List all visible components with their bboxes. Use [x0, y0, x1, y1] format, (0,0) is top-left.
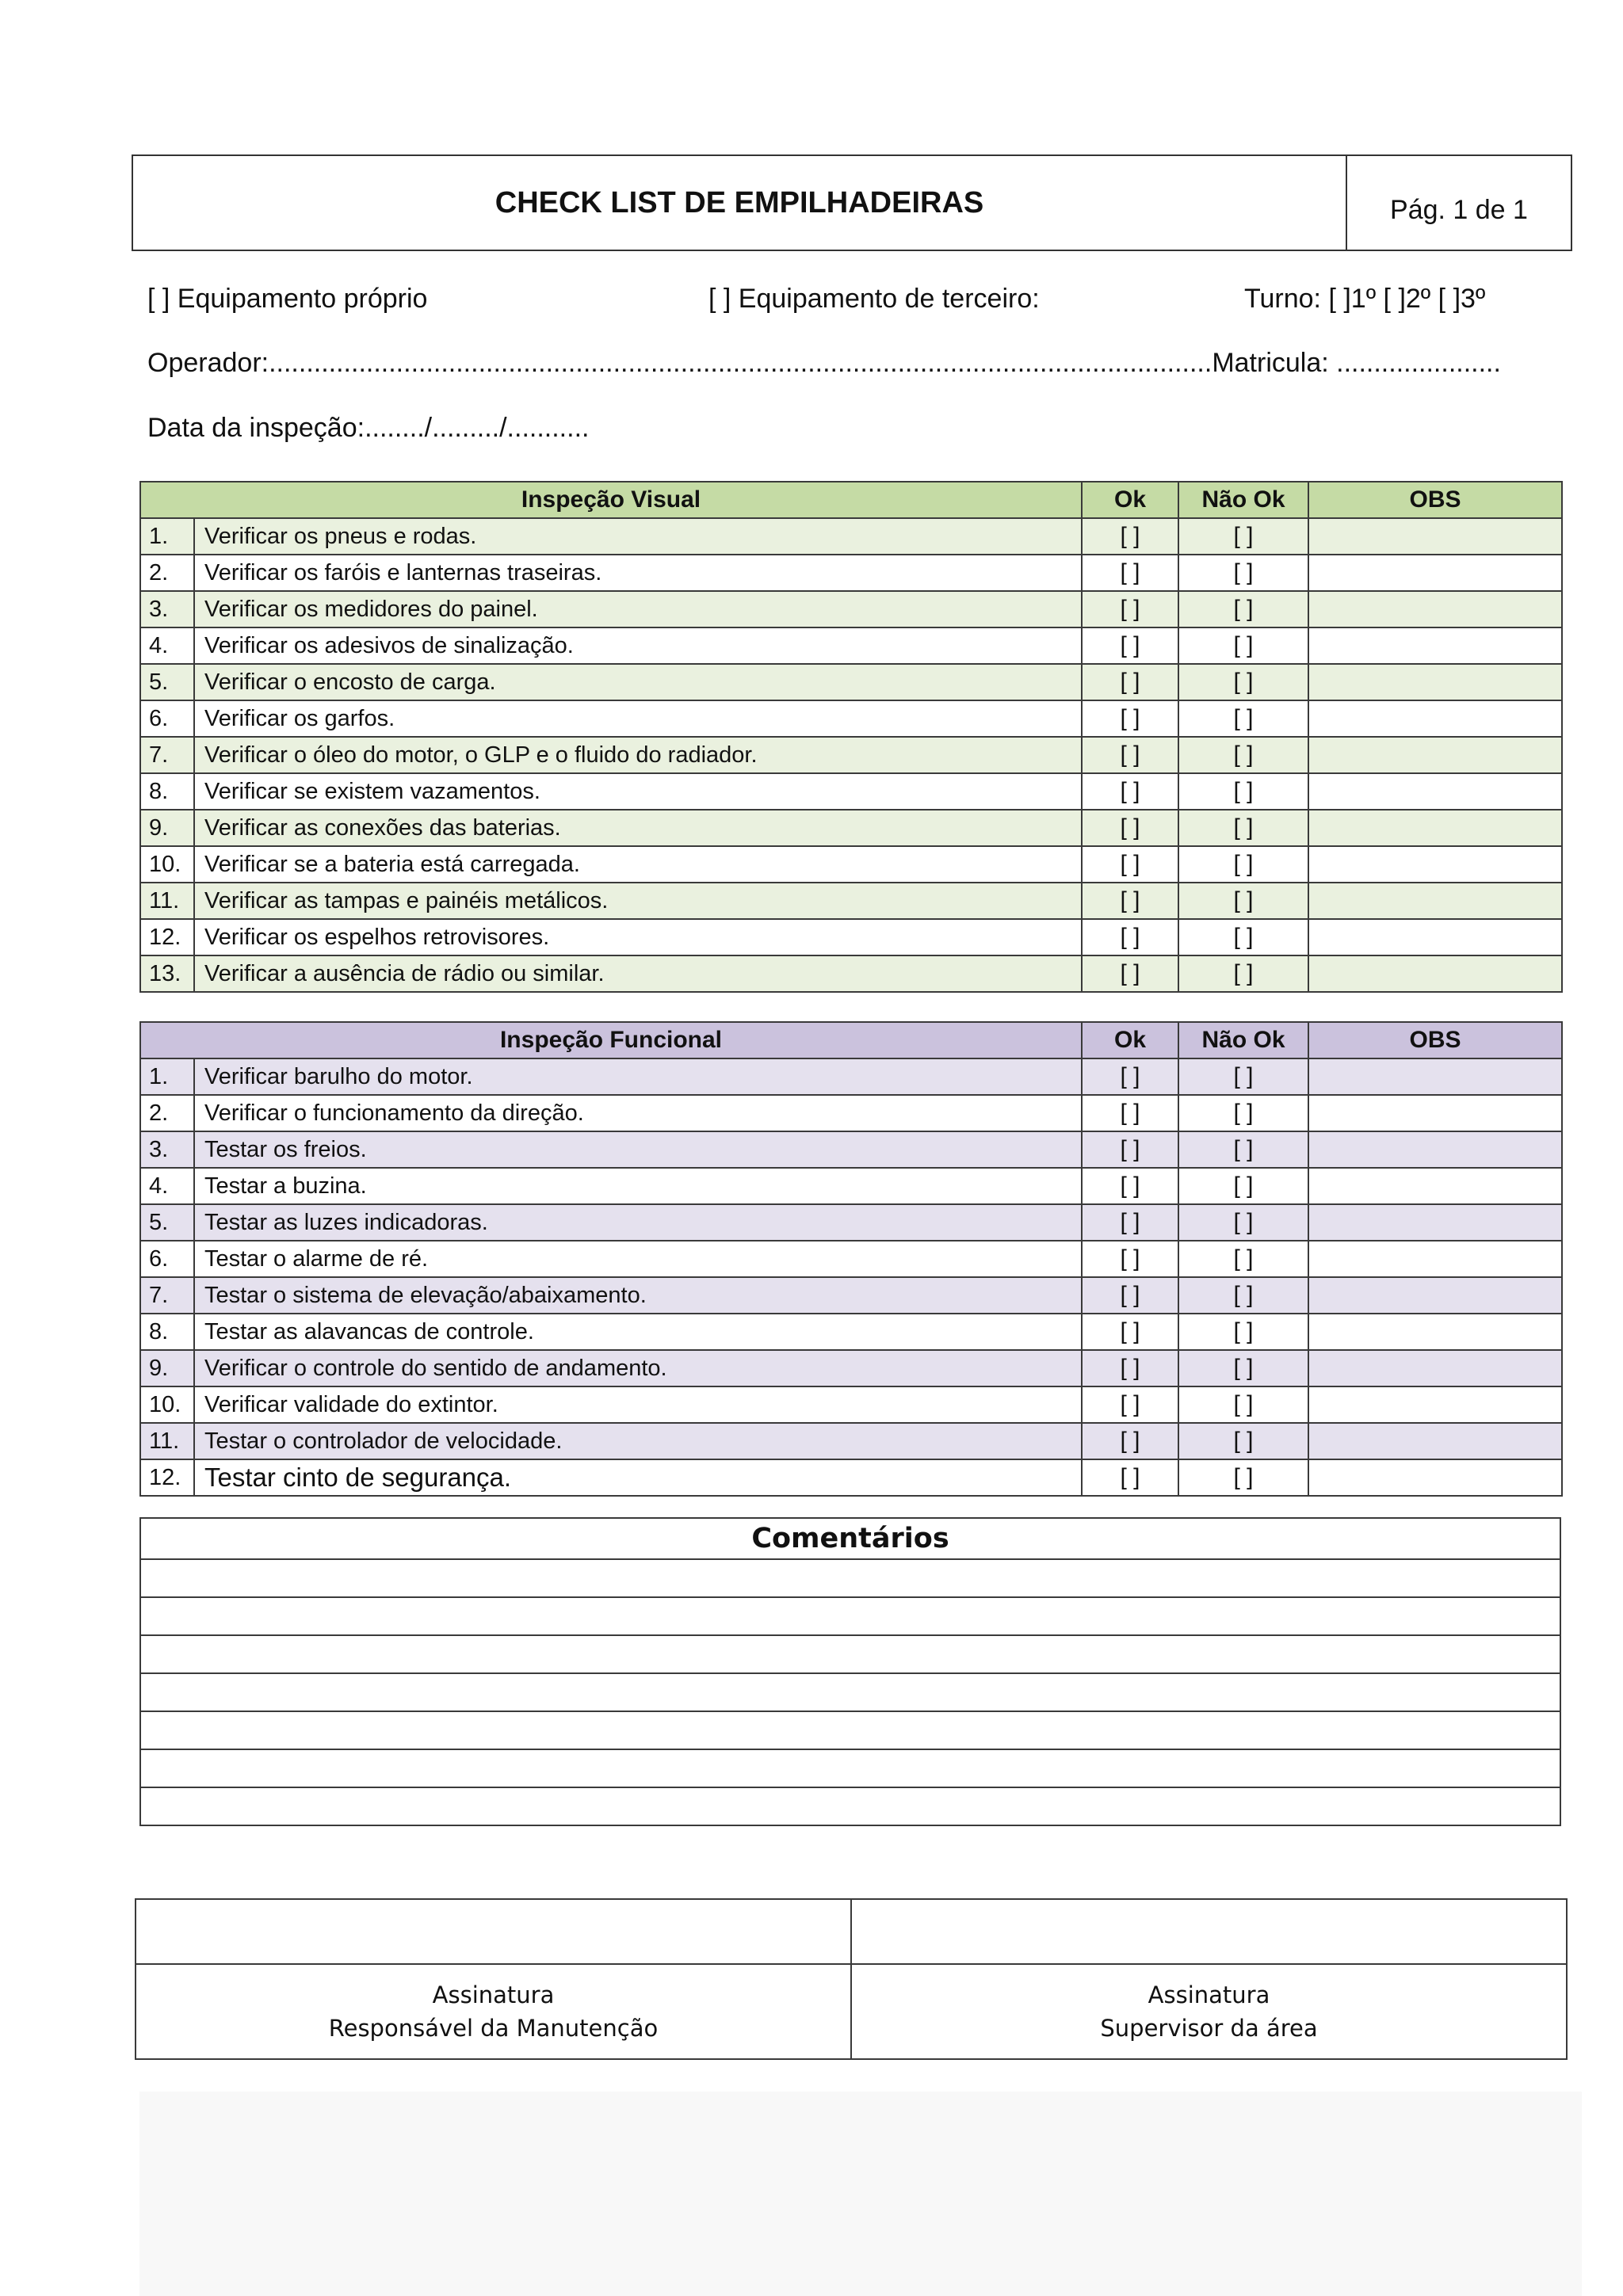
obs-field[interactable] — [1308, 955, 1562, 992]
ok-checkbox[interactable]: [ ] — [1082, 810, 1178, 846]
item-number: 5. — [140, 664, 194, 700]
ok-checkbox[interactable]: [ ] — [1082, 1386, 1178, 1423]
functional-header-row — [140, 1022, 1562, 1058]
visual-item-row — [140, 955, 1562, 992]
signature-role: Responsável da Manutenção — [328, 2015, 659, 2042]
ok-checkbox[interactable]: [ ] — [1082, 1350, 1178, 1386]
shift-options[interactable]: Turno: [ ]1º [ ]2º [ ]3º — [1244, 284, 1486, 314]
ok-checkbox[interactable]: [ ] — [1082, 1168, 1178, 1204]
obs-field[interactable] — [1308, 1277, 1562, 1314]
item-description: Testar o sistema de elevação/abaixamento. — [194, 1277, 1082, 1314]
obs-field[interactable] — [1308, 591, 1562, 627]
visual-item-row — [140, 591, 1562, 627]
item-description: Verificar os medidores do painel. — [194, 591, 1082, 627]
not-ok-checkbox[interactable]: [ ] — [1178, 1350, 1308, 1386]
ok-checkbox[interactable]: [ ] — [1082, 1131, 1178, 1168]
ok-checkbox[interactable]: [ ] — [1082, 1277, 1178, 1314]
obs-field[interactable] — [1308, 700, 1562, 737]
not-ok-checkbox[interactable]: [ ] — [1178, 1277, 1308, 1314]
obs-field[interactable] — [1308, 627, 1562, 664]
obs-field[interactable] — [1308, 810, 1562, 846]
obs-field[interactable] — [1308, 1131, 1562, 1168]
item-description: Verificar o óleo do motor, o GLP e o fluido do radiador. — [194, 737, 1082, 773]
item-description: Testar as alavancas de controle. — [194, 1314, 1082, 1350]
item-number: 9. — [140, 810, 194, 846]
not-ok-checkbox[interactable]: [ ] — [1178, 1314, 1308, 1350]
not-ok-checkbox[interactable]: [ ] — [1178, 1241, 1308, 1277]
item-description: Verificar a ausência de rádio ou similar. — [194, 955, 1082, 992]
functional-item-row — [140, 1058, 1562, 1095]
ok-checkbox[interactable]: [ ] — [1082, 773, 1178, 810]
functional-section-title: Inspeção Funcional — [140, 1022, 1082, 1058]
item-number: 11. — [140, 1423, 194, 1459]
not-ok-checkbox[interactable]: [ ] — [1178, 1423, 1308, 1459]
item-number: 12. — [140, 1459, 194, 1496]
obs-field[interactable] — [1308, 555, 1562, 591]
comments-table — [139, 1517, 1561, 1826]
item-description: Testar o controlador de velocidade. — [194, 1423, 1082, 1459]
obs-field[interactable] — [1308, 518, 1562, 555]
item-number: 12. — [140, 919, 194, 955]
item-description: Verificar os faróis e lanternas traseiras. — [194, 555, 1082, 591]
not-ok-checkbox[interactable]: [ ] — [1178, 846, 1308, 883]
item-number: 3. — [140, 1131, 194, 1168]
functional-item-row — [140, 1204, 1562, 1241]
visual-item-row — [140, 518, 1562, 555]
ok-column-header: Ok — [1082, 1022, 1178, 1058]
visual-item-row — [140, 737, 1562, 773]
not-ok-checkbox[interactable]: [ ] — [1178, 1058, 1308, 1095]
item-description: Verificar o encosto de carga. — [194, 664, 1082, 700]
ok-checkbox[interactable]: [ ] — [1082, 1423, 1178, 1459]
functional-item-row — [140, 1277, 1562, 1314]
functional-item-row — [140, 1423, 1562, 1459]
visual-item-row — [140, 846, 1562, 883]
third-party-equipment-option[interactable]: [ ] Equipamento de terceiro: — [708, 284, 1040, 314]
ok-checkbox[interactable]: [ ] — [1082, 518, 1178, 555]
not-ok-checkbox[interactable]: [ ] — [1178, 883, 1308, 919]
obs-field[interactable] — [1308, 1386, 1562, 1423]
functional-item-row — [140, 1459, 1562, 1496]
item-description: Verificar as tampas e painéis metálicos. — [194, 883, 1082, 919]
functional-item-row — [140, 1386, 1562, 1423]
item-description: Verificar o controle do sentido de andamento. — [194, 1350, 1082, 1386]
ok-checkbox[interactable]: [ ] — [1082, 555, 1178, 591]
document-header — [132, 154, 1572, 251]
item-number: 10. — [140, 846, 194, 883]
item-number: 6. — [140, 700, 194, 737]
comment-line[interactable] — [140, 1787, 1560, 1825]
obs-field[interactable] — [1308, 1095, 1562, 1131]
signature-caption: Assinatura — [432, 1981, 555, 2008]
supervisor-signature-label — [851, 1964, 1567, 2059]
functional-item-row — [140, 1314, 1562, 1350]
item-description: Verificar os pneus e rodas. — [194, 518, 1082, 555]
functional-item-row — [140, 1168, 1562, 1204]
item-description: Verificar barulho do motor. — [194, 1058, 1082, 1095]
ok-checkbox[interactable]: [ ] — [1082, 1095, 1178, 1131]
ok-checkbox[interactable]: [ ] — [1082, 883, 1178, 919]
item-description: Verificar o funcionamento da direção. — [194, 1095, 1082, 1131]
obs-field[interactable] — [1308, 737, 1562, 773]
not-ok-checkbox[interactable]: [ ] — [1178, 627, 1308, 664]
obs-field[interactable] — [1308, 1459, 1562, 1496]
item-number: 4. — [140, 1168, 194, 1204]
obs-field[interactable] — [1308, 883, 1562, 919]
item-description: Testar os freios. — [194, 1131, 1082, 1168]
item-number: 13. — [140, 955, 194, 992]
not-ok-column-header: Não Ok — [1178, 1022, 1308, 1058]
own-equipment-option[interactable]: [ ] Equipamento próprio — [147, 284, 428, 314]
visual-section-title: Inspeção Visual — [140, 482, 1082, 518]
ok-checkbox[interactable]: [ ] — [1082, 700, 1178, 737]
functional-inspection-table — [139, 1021, 1563, 1497]
signature-caption: Assinatura — [1148, 1981, 1270, 2008]
item-number: 9. — [140, 1350, 194, 1386]
comment-line[interactable] — [140, 1673, 1560, 1711]
maintenance-signature-label — [136, 1964, 851, 2059]
signature-role: Supervisor da área — [1100, 2015, 1318, 2042]
item-number: 6. — [140, 1241, 194, 1277]
visual-item-row — [140, 627, 1562, 664]
comment-line[interactable] — [140, 1635, 1560, 1673]
not-ok-checkbox[interactable]: [ ] — [1178, 810, 1308, 846]
ok-checkbox[interactable]: [ ] — [1082, 955, 1178, 992]
comment-line[interactable] — [140, 1559, 1560, 1597]
item-number: 2. — [140, 555, 194, 591]
not-ok-checkbox[interactable]: [ ] — [1178, 1386, 1308, 1423]
functional-item-row — [140, 1350, 1562, 1386]
not-ok-checkbox[interactable]: [ ] — [1178, 919, 1308, 955]
visual-item-row — [140, 555, 1562, 591]
obs-field[interactable] — [1308, 1314, 1562, 1350]
not-ok-checkbox[interactable]: [ ] — [1178, 1459, 1308, 1496]
maintenance-signature-area[interactable] — [136, 1899, 851, 1964]
item-number: 1. — [140, 518, 194, 555]
document-title: CHECK LIST DE EMPILHADEIRAS — [495, 185, 984, 219]
visual-header-row — [140, 482, 1562, 518]
ok-checkbox[interactable]: [ ] — [1082, 1204, 1178, 1241]
obs-field[interactable] — [1308, 1058, 1562, 1095]
signature-table — [135, 1898, 1568, 2060]
not-ok-checkbox[interactable]: [ ] — [1178, 518, 1308, 555]
item-number: 4. — [140, 627, 194, 664]
item-number: 5. — [140, 1204, 194, 1241]
obs-field[interactable] — [1308, 773, 1562, 810]
not-ok-checkbox[interactable]: [ ] — [1178, 955, 1308, 992]
item-description: Verificar os espelhos retrovisores. — [194, 919, 1082, 955]
item-number: 8. — [140, 1314, 194, 1350]
item-number: 11. — [140, 883, 194, 919]
ok-checkbox[interactable]: [ ] — [1082, 591, 1178, 627]
ok-checkbox[interactable]: [ ] — [1082, 737, 1178, 773]
obs-field[interactable] — [1308, 1168, 1562, 1204]
item-description: Verificar se existem vazamentos. — [194, 773, 1082, 810]
item-description: Testar cinto de segurança. — [194, 1459, 1082, 1496]
ok-checkbox[interactable]: [ ] — [1082, 664, 1178, 700]
item-description: Testar o alarme de ré. — [194, 1241, 1082, 1277]
not-ok-checkbox[interactable]: [ ] — [1178, 737, 1308, 773]
item-number: 3. — [140, 591, 194, 627]
page-bottom-shade — [139, 2092, 1582, 2296]
comment-line[interactable] — [140, 1597, 1560, 1635]
visual-item-row — [140, 773, 1562, 810]
not-ok-checkbox[interactable]: [ ] — [1178, 1168, 1308, 1204]
ok-column-header: Ok — [1082, 482, 1178, 518]
functional-item-row — [140, 1241, 1562, 1277]
page-number: Pág. 1 de 1 — [1346, 156, 1571, 250]
item-description: Verificar os adesivos de sinalização. — [194, 627, 1082, 664]
item-description: Verificar validade do extintor. — [194, 1386, 1082, 1423]
ok-checkbox[interactable]: [ ] — [1082, 1314, 1178, 1350]
functional-item-row — [140, 1131, 1562, 1168]
not-ok-checkbox[interactable]: [ ] — [1178, 591, 1308, 627]
operator-field[interactable]: Operador:..............................................................................................................................Matricula: ...................... — [147, 348, 1501, 378]
item-number: 10. — [140, 1386, 194, 1423]
ok-checkbox[interactable]: [ ] — [1082, 1241, 1178, 1277]
visual-item-row — [140, 664, 1562, 700]
ok-checkbox[interactable]: [ ] — [1082, 1058, 1178, 1095]
not-ok-checkbox[interactable]: [ ] — [1178, 700, 1308, 737]
comments-title: Comentários — [140, 1518, 1560, 1559]
not-ok-checkbox[interactable]: [ ] — [1178, 1131, 1308, 1168]
ok-checkbox[interactable]: [ ] — [1082, 627, 1178, 664]
obs-field[interactable] — [1308, 919, 1562, 955]
item-number: 8. — [140, 773, 194, 810]
item-description: Verificar se a bateria está carregada. — [194, 846, 1082, 883]
item-description: Verificar as conexões das baterias. — [194, 810, 1082, 846]
visual-item-row — [140, 810, 1562, 846]
visual-inspection-table — [139, 481, 1563, 993]
item-description: Testar a buzina. — [194, 1168, 1082, 1204]
item-number: 1. — [140, 1058, 194, 1095]
ok-checkbox[interactable]: [ ] — [1082, 1459, 1178, 1496]
visual-item-row — [140, 883, 1562, 919]
obs-column-header: OBS — [1308, 1022, 1562, 1058]
obs-field[interactable] — [1308, 846, 1562, 883]
not-ok-checkbox[interactable]: [ ] — [1178, 555, 1308, 591]
obs-field[interactable] — [1308, 664, 1562, 700]
visual-item-row — [140, 919, 1562, 955]
supervisor-signature-area[interactable] — [851, 1899, 1567, 1964]
obs-field[interactable] — [1308, 1350, 1562, 1386]
comment-line[interactable] — [140, 1749, 1560, 1787]
item-description: Verificar os garfos. — [194, 700, 1082, 737]
not-ok-checkbox[interactable]: [ ] — [1178, 664, 1308, 700]
not-ok-checkbox[interactable]: [ ] — [1178, 1204, 1308, 1241]
not-ok-checkbox[interactable]: [ ] — [1178, 773, 1308, 810]
not-ok-column-header: Não Ok — [1178, 482, 1308, 518]
item-number: 7. — [140, 1277, 194, 1314]
functional-item-row — [140, 1095, 1562, 1131]
not-ok-checkbox[interactable]: [ ] — [1178, 1095, 1308, 1131]
visual-item-row — [140, 700, 1562, 737]
obs-column-header: OBS — [1308, 482, 1562, 518]
item-description: Testar as luzes indicadoras. — [194, 1204, 1082, 1241]
comment-line[interactable] — [140, 1711, 1560, 1749]
item-number: 2. — [140, 1095, 194, 1131]
item-number: 7. — [140, 737, 194, 773]
obs-field[interactable] — [1308, 1423, 1562, 1459]
inspection-date-field[interactable]: Data da inspeção:......../........./........... — [147, 413, 590, 443]
obs-field[interactable] — [1308, 1204, 1562, 1241]
ok-checkbox[interactable]: [ ] — [1082, 846, 1178, 883]
obs-field[interactable] — [1308, 1241, 1562, 1277]
ok-checkbox[interactable]: [ ] — [1082, 919, 1178, 955]
